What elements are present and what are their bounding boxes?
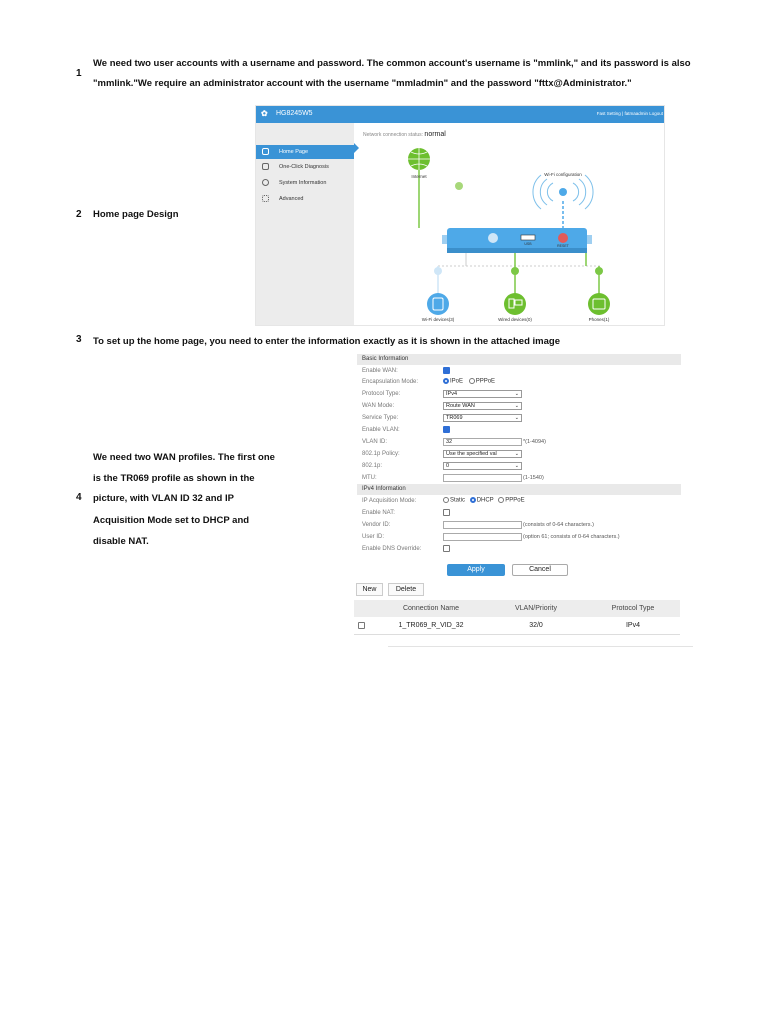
phones-icon bbox=[588, 293, 610, 315]
enable-vlan-checkbox-wrap bbox=[443, 426, 450, 433]
vendor-id-label: Vendor ID: bbox=[362, 522, 391, 528]
nat-label: Enable NAT: bbox=[362, 510, 395, 516]
table-header bbox=[354, 600, 680, 617]
delete-button[interactable]: Delete bbox=[388, 583, 424, 596]
vendor-id-input[interactable] bbox=[443, 521, 522, 529]
item-1-line-1: We need two user accounts with a username and password. The common account's username is "mmlink," and its password is also bbox=[93, 58, 691, 69]
cell-connection-name: 1_TR069_R_VID_32 bbox=[398, 622, 464, 629]
status-label: Network connection status: bbox=[363, 132, 424, 138]
item-4-number: 4 bbox=[76, 492, 82, 503]
sidebar-item-label: One-Click Diagnosis bbox=[279, 164, 329, 170]
col-vlan-priority: VLAN/Priority bbox=[514, 605, 557, 612]
priority-value: 0 bbox=[446, 463, 450, 469]
table-row[interactable] bbox=[354, 617, 680, 635]
user-id-hint: (option 61; consists of 0-64 characters.) bbox=[523, 534, 620, 540]
reset-label: RESET bbox=[557, 244, 569, 248]
policy-label: 802.1p Policy: bbox=[362, 451, 400, 457]
ip-pppoe-label: PPPoE bbox=[505, 497, 525, 504]
item-4-line-2: is the TR069 profile as shown in the bbox=[93, 473, 255, 484]
user-id-input[interactable] bbox=[443, 533, 522, 541]
item-3-text: To set up the home page, you need to enter the information exactly as it is shown in the attached image bbox=[93, 336, 560, 347]
table-divider bbox=[388, 646, 693, 647]
basic-info-header: Basic Information bbox=[357, 354, 681, 365]
phones-label[interactable]: Phones(1) bbox=[588, 317, 610, 322]
wan-connections-table bbox=[352, 579, 692, 647]
protocol-type-label: Protocol Type: bbox=[362, 391, 401, 397]
ip-static-radio[interactable] bbox=[443, 497, 449, 503]
ip-static-label: Static bbox=[450, 497, 466, 504]
wan-mode-value: Route WAN bbox=[446, 403, 475, 409]
enable-vlan-checkbox[interactable] bbox=[443, 426, 450, 433]
enable-wan-checkbox[interactable] bbox=[443, 367, 450, 374]
vendor-id-hint: (consists of 0-64 characters.) bbox=[523, 522, 594, 528]
ip-mode-radios bbox=[443, 497, 525, 504]
service-type-label: Service Type: bbox=[362, 415, 399, 421]
dns-override-label: Enable DNS Override: bbox=[362, 546, 422, 552]
ip-pppoe-radio[interactable] bbox=[498, 497, 504, 503]
enable-wan-label: Enable WAN: bbox=[362, 368, 398, 374]
item-2-number: 2 bbox=[76, 209, 82, 220]
service-type-select[interactable] bbox=[443, 414, 522, 422]
dns-override-checkbox-wrap bbox=[443, 545, 450, 552]
sidebar-item-label: System Information bbox=[279, 180, 327, 186]
cell-vlan-priority: 32/0 bbox=[529, 622, 543, 629]
chevron-down-icon: ⌄ bbox=[514, 403, 519, 409]
item-4-line-1: We need two WAN profiles. The first one bbox=[93, 452, 275, 463]
usb-label: USB bbox=[524, 242, 532, 246]
item-1-number: 1 bbox=[76, 68, 82, 79]
protocol-type-value: IPv4 bbox=[446, 391, 458, 397]
encap-pppoe-radio[interactable] bbox=[469, 378, 475, 384]
chevron-down-icon: ⌄ bbox=[514, 391, 519, 397]
internet-label: Internet bbox=[411, 174, 427, 179]
new-button[interactable]: New bbox=[356, 583, 383, 596]
ipv4-info-header: IPv4 Information bbox=[357, 484, 681, 495]
encap-mode-radios bbox=[443, 378, 495, 385]
wan-mode-label: WAN Mode: bbox=[362, 403, 395, 409]
user-id-label: User ID: bbox=[362, 534, 385, 540]
nat-checkbox[interactable] bbox=[443, 509, 450, 516]
policy-value: Use the specified val bbox=[446, 451, 497, 457]
huawei-logo-icon: ✿ bbox=[261, 109, 268, 118]
item-2-text: Home page Design bbox=[93, 209, 179, 220]
vlan-id-input[interactable]: 32 bbox=[443, 438, 522, 446]
router-model: HG8245W5 bbox=[276, 110, 313, 117]
item-3-number: 3 bbox=[76, 334, 82, 345]
router-top-links[interactable]: Fast Setting | fatmaadmin Logout bbox=[596, 111, 663, 116]
policy-select[interactable] bbox=[443, 450, 522, 458]
cell-protocol-type: IPv4 bbox=[625, 622, 640, 629]
chevron-down-icon: ⌄ bbox=[514, 463, 519, 469]
sidebar-item-label: Advanced bbox=[279, 196, 304, 202]
ip-dhcp-label: DHCP bbox=[476, 497, 494, 504]
service-type-value: TR069 bbox=[446, 415, 463, 421]
wifi-devices-icon bbox=[427, 293, 449, 315]
item-4-line-4: Acquisition Mode set to DHCP and bbox=[93, 515, 250, 526]
sidebar-item-label: Home Page bbox=[279, 149, 309, 155]
mtu-label: MTU: bbox=[362, 475, 377, 481]
router-home-screenshot bbox=[255, 105, 665, 326]
cancel-button[interactable]: Cancel bbox=[512, 564, 568, 576]
item-4-line-3: picture, with VLAN ID 32 and IP bbox=[93, 493, 234, 504]
enable-vlan-label: Enable VLAN: bbox=[362, 427, 400, 433]
dns-override-checkbox[interactable] bbox=[443, 545, 450, 552]
mtu-hint: (1-1540) bbox=[523, 475, 544, 481]
item-1-line-2: "mmlink."We require an administrator account with the username "mmladmin" and the password "fttx@Administrator." bbox=[93, 78, 632, 89]
priority-select[interactable] bbox=[443, 462, 522, 470]
status-value: normal bbox=[424, 131, 446, 138]
mtu-input[interactable] bbox=[443, 474, 522, 482]
wired-devices-label[interactable]: Wired devices(0) bbox=[498, 317, 532, 322]
wan-config-form bbox=[357, 353, 681, 579]
wan-mode-select[interactable] bbox=[443, 402, 522, 410]
protocol-type-select[interactable] bbox=[443, 390, 522, 398]
nat-checkbox-wrap bbox=[443, 509, 450, 516]
col-protocol-type: Protocol Type bbox=[611, 605, 655, 612]
enable-wan-checkbox-wrap bbox=[443, 367, 450, 374]
encap-pppoe-label: PPPoE bbox=[475, 378, 496, 385]
chevron-down-icon: ⌄ bbox=[514, 451, 519, 457]
item-4-line-5: disable NAT. bbox=[93, 536, 149, 547]
chevron-down-icon: ⌄ bbox=[514, 415, 519, 421]
ip-dhcp-radio[interactable] bbox=[470, 497, 476, 503]
encap-ipoe-label: IPoE bbox=[450, 378, 464, 385]
vlan-id-label: VLAN ID: bbox=[362, 439, 388, 445]
priority-label: 802.1p: bbox=[362, 463, 383, 469]
encap-mode-label: Encapsulation Mode: bbox=[362, 379, 419, 385]
encap-ipoe-radio[interactable] bbox=[443, 378, 449, 384]
wifi-devices-label[interactable]: Wi-Fi devices(3) bbox=[421, 317, 455, 322]
col-connection-name: Connection Name bbox=[402, 605, 460, 612]
vlan-id-hint: *(1-4094) bbox=[523, 439, 546, 445]
topology-diagram bbox=[256, 106, 665, 326]
ip-mode-label: IP Acquisition Mode: bbox=[362, 498, 417, 504]
apply-button[interactable]: Apply bbox=[447, 564, 505, 576]
wifi-config-label[interactable]: Wi-Fi configuration bbox=[544, 172, 582, 177]
row-checkbox[interactable] bbox=[358, 622, 365, 629]
